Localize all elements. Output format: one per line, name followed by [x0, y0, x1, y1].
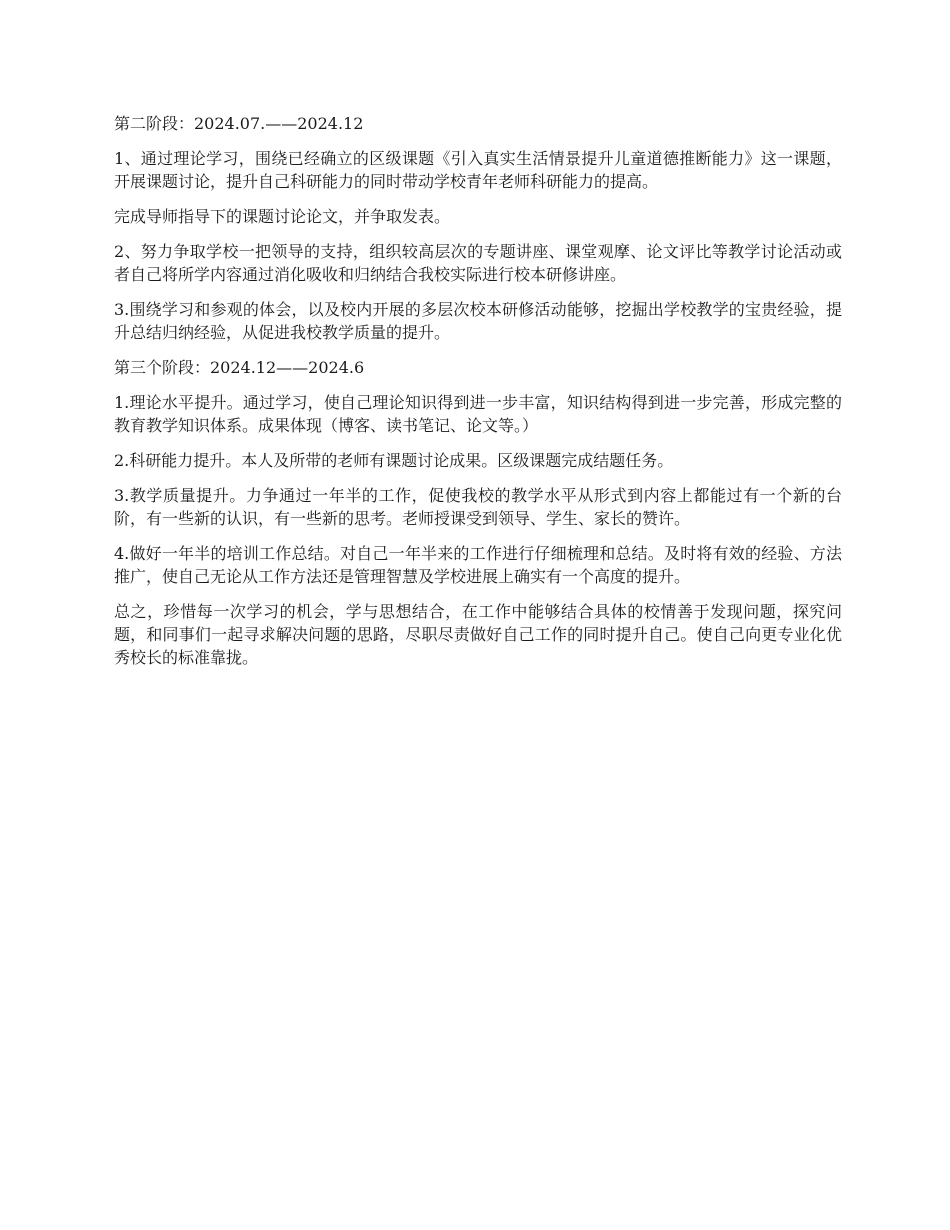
conclusion-paragraph: 总之，珍惜每一次学习的机会，学与思想结合，在工作中能够结合具体的校情善于发现问题，探究问题，和同事们一起寻求解决问题的思路，尽职尽责做好自己工作的同时提升自己。使自己向更专业化优秀校长的标准靠拢。 — [114, 602, 842, 667]
stage3-item-3: 3.教学质量提升。力争通过一年半的工作，促使我校的教学水平从形式到内容上都能过有一个新的台阶，有一些新的认识，有一些新的思考。老师授课受到领导、学生、家长的赞许。 — [114, 486, 842, 528]
stage3-item-1: 1.理论水平提升。通过学习，使自己理论知识得到进一步丰富，知识结构得到进一步完善，形成完整的教育教学知识体系。成果体现（博客、读书笔记、论文等。） — [114, 393, 842, 435]
stage2-item-2: 2、努力争取学校一把领导的支持，组织较高层次的专题讲座、课堂观摩、论文评比等教学讨论活动或者自己将所学内容通过消化吸收和归纳结合我校实际进行校本研修讲座。 — [114, 242, 842, 284]
document-body — [114, 112, 842, 681]
stage2-heading: 第二阶段：2024.07.——2024.12 — [114, 114, 364, 133]
stage2-item-1: 1、通过理论学习，围绕已经确立的区级课题《引入真实生活情景提升儿童道德推断能力》这一课题，开展课题讨论，提升自己科研能力的同时带动学校青年老师科研能力的提高。 — [114, 149, 842, 191]
stage3-heading: 第三个阶段：2024.12——2024.6 — [114, 358, 365, 377]
stage2-item-3: 3.围绕学习和参观的体会，以及校内开展的多层次校本研修活动能够，挖掘出学校教学的宝贵经验，提升总结归纳经验，从促进我校教学质量的提升。 — [114, 300, 842, 342]
stage3-item-2: 2.科研能力提升。本人及所带的老师有课题讨论成果。区级课题完成结题任务。 — [114, 451, 674, 470]
stage3-item-4: 4.做好一年半的培训工作总结。对自己一年半来的工作进行仔细梳理和总结。及时将有效的经验、方法推广，使自己无论从工作方法还是管理智慧及学校进展上确实有一个高度的提升。 — [114, 544, 842, 586]
stage2-item-1-followup: 完成导师指导下的课题讨论论文，并争取发表。 — [114, 207, 451, 226]
